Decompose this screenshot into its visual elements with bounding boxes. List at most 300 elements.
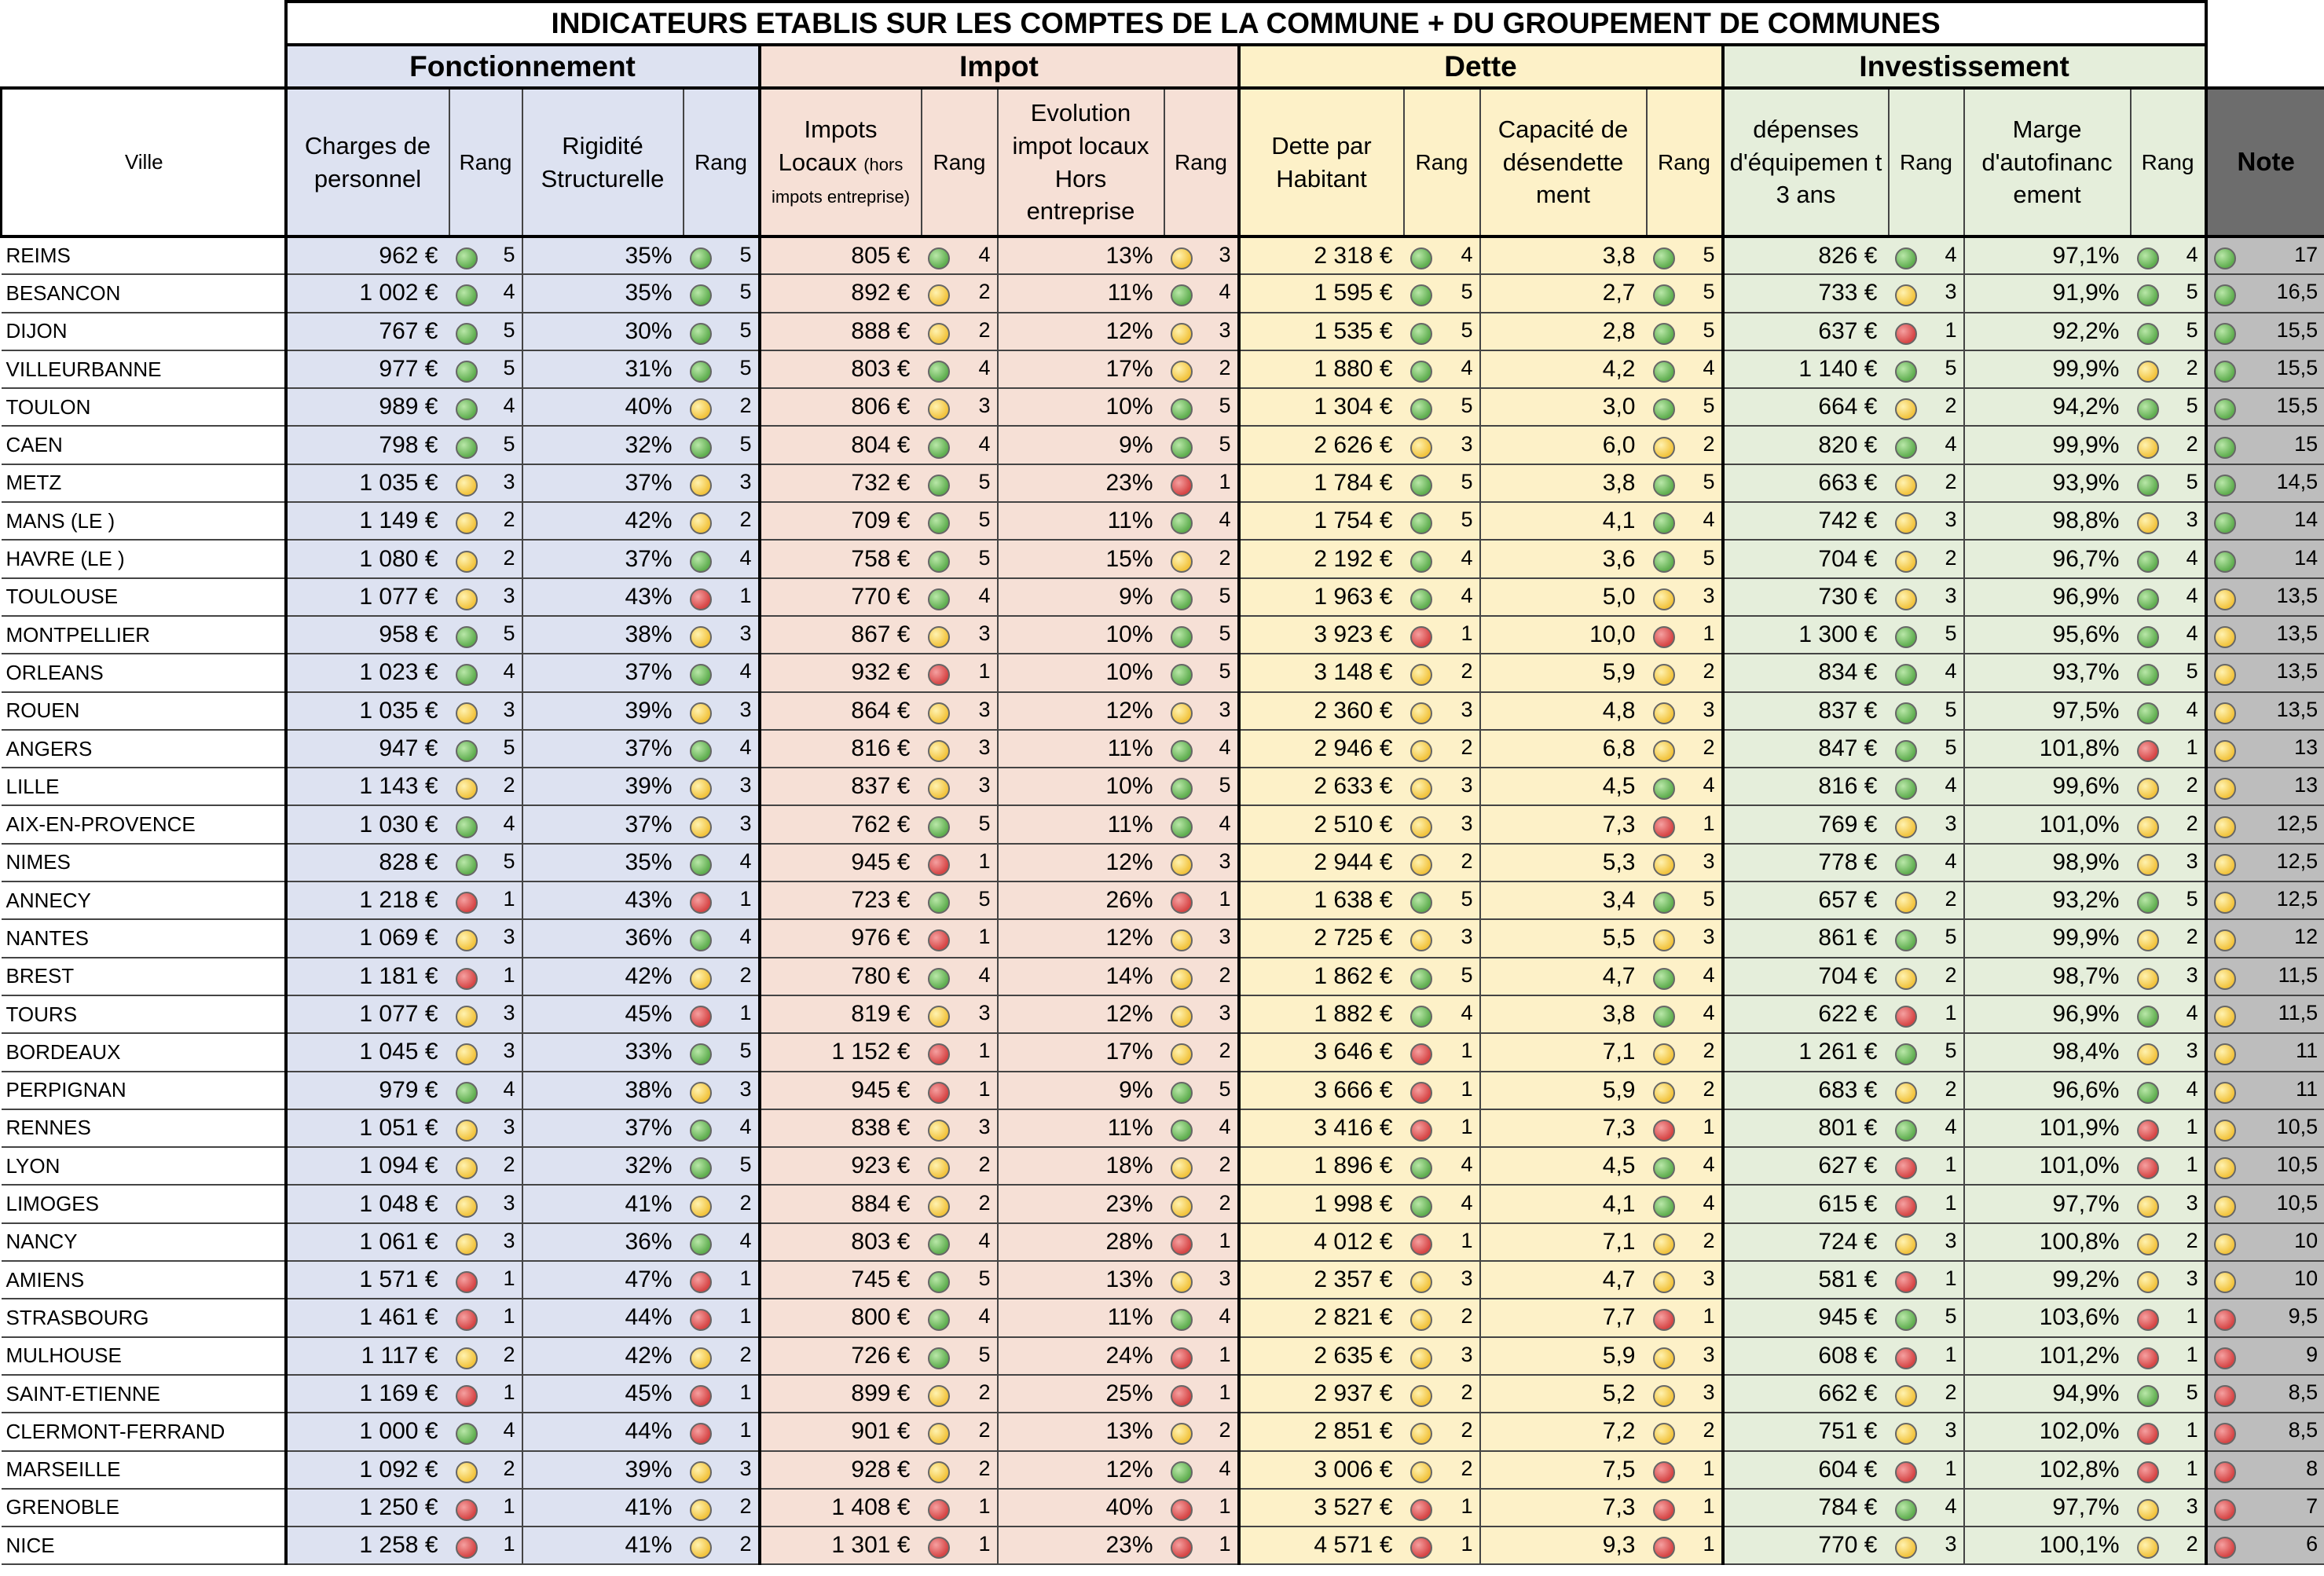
status-dot-icon — [1410, 854, 1432, 876]
rank-value: 1 — [739, 1418, 752, 1442]
cell-evolution: 11% — [998, 274, 1164, 312]
cell-charges: 977 € — [286, 350, 449, 388]
cell-dette: 2 821 € — [1239, 1299, 1404, 1336]
rank-value: 1 — [1703, 1494, 1715, 1518]
cell-ville: DIJON — [2, 313, 286, 350]
cell-rang — [2131, 1033, 2206, 1071]
rank-value: 1 — [1703, 811, 1715, 835]
cell-rang — [1164, 730, 1239, 768]
cell-charges: 1 181 € — [286, 958, 449, 995]
status-dot-icon — [456, 1423, 478, 1445]
cell-rang — [1647, 730, 1723, 768]
status-dot-icon — [456, 1157, 478, 1179]
status-dot-icon — [2137, 778, 2159, 800]
rank-value: 2 — [978, 1380, 991, 1405]
cell-rang — [2131, 654, 2206, 691]
cell-rang — [922, 730, 998, 768]
cell-depenses: 1 140 € — [1723, 350, 1889, 388]
cell-evolution: 14% — [998, 958, 1164, 995]
cell-ville: LIMOGES — [2, 1185, 286, 1222]
status-dot-icon — [1895, 1309, 1917, 1331]
cell-rang — [449, 350, 522, 388]
rank-value: 2 — [1945, 469, 1957, 493]
cell-depenses: 730 € — [1723, 578, 1889, 616]
cell-note — [2206, 881, 2324, 919]
rank-value: 5 — [503, 621, 515, 646]
rank-value: 2 — [1703, 1076, 1715, 1101]
cell-marge: 91,9% — [1964, 274, 2131, 312]
cell-rang — [1889, 1109, 1964, 1147]
cell-capacite: 7,3 — [1480, 805, 1647, 843]
status-dot-icon — [1171, 1385, 1193, 1407]
cell-rang — [1164, 1261, 1239, 1299]
status-dot-icon — [1171, 892, 1193, 914]
header-rang: Rang — [2131, 88, 2206, 236]
cell-capacite: 7,7 — [1480, 1299, 1647, 1336]
cell-note — [2206, 1299, 2324, 1336]
cell-rang — [1404, 995, 1480, 1033]
status-dot-icon — [928, 854, 950, 876]
rank-value: 3 — [1703, 697, 1715, 721]
cell-rang — [922, 1451, 998, 1489]
cell-note — [2206, 236, 2324, 274]
rank-value: 3 — [503, 925, 515, 949]
status-dot-icon — [690, 1309, 712, 1331]
cell-rang — [1404, 1299, 1480, 1336]
cell-rang — [1404, 236, 1480, 274]
rank-value: 3 — [503, 1190, 515, 1215]
rank-value: 2 — [739, 394, 752, 418]
status-dot-icon — [1410, 512, 1432, 534]
status-dot-icon — [1895, 1196, 1917, 1218]
status-dot-icon — [2137, 475, 2159, 497]
status-dot-icon — [2137, 398, 2159, 420]
cell-rang — [2131, 502, 2206, 540]
note-value: 9 — [2306, 1342, 2319, 1366]
status-dot-icon — [1653, 740, 1675, 762]
rank-value: 2 — [503, 1456, 515, 1480]
table-title: INDICATEURS ETABLIS SUR LES COMPTES DE LA COMMUNE + DU GROUPEMENT DE COMMUNES — [286, 2, 2206, 45]
cell-rigidite: 39% — [522, 768, 684, 805]
rank-value: 2 — [1461, 659, 1473, 684]
cell-rang — [684, 692, 760, 730]
status-dot-icon — [690, 323, 712, 345]
cell-depenses: 801 € — [1723, 1109, 1889, 1147]
cell-rigidite: 37% — [522, 1109, 684, 1147]
cell-evolution: 10% — [998, 768, 1164, 805]
cell-rang — [1889, 1527, 1964, 1564]
rank-value: 5 — [2186, 659, 2198, 684]
status-dot-icon — [1171, 1157, 1193, 1179]
cell-rang — [922, 350, 998, 388]
rank-value: 4 — [1703, 962, 1715, 987]
cell-ville: MULHOUSE — [2, 1337, 286, 1375]
rank-value: 3 — [1461, 773, 1473, 797]
cell-rang — [1889, 313, 1964, 350]
cell-rang — [449, 578, 522, 616]
cell-rang — [922, 426, 998, 464]
cell-rang — [449, 540, 522, 577]
cell-depenses: 770 € — [1723, 1527, 1889, 1564]
cell-rang — [684, 1072, 760, 1109]
rank-value: 1 — [2186, 1456, 2198, 1480]
cell-rang — [2131, 1375, 2206, 1413]
rank-value: 5 — [1219, 773, 1231, 797]
cell-rang — [1889, 1147, 1964, 1185]
cell-ville: STRASBOURG — [2, 1299, 286, 1336]
corner-blank — [2, 2, 286, 45]
cell-rang — [684, 1375, 760, 1413]
cell-capacite: 5,5 — [1480, 919, 1647, 957]
status-dot-icon — [2214, 475, 2236, 497]
cell-charges: 1 571 € — [286, 1261, 449, 1299]
cell-charges: 1 045 € — [286, 1033, 449, 1071]
rank-value: 4 — [503, 1418, 515, 1442]
rank-value: 2 — [978, 1190, 991, 1215]
note-value: 10,5 — [2276, 1153, 2319, 1177]
cell-dette: 1 304 € — [1239, 388, 1404, 426]
note-value: 11,5 — [2278, 962, 2319, 987]
status-dot-icon — [1895, 247, 1917, 269]
cell-capacite: 5,9 — [1480, 1072, 1647, 1109]
rank-value: 5 — [1703, 317, 1715, 342]
status-dot-icon — [2137, 1233, 2159, 1255]
cell-evolution: 12% — [998, 995, 1164, 1033]
cell-capacite: 5,9 — [1480, 1337, 1647, 1375]
cell-rang — [1889, 654, 1964, 691]
status-dot-icon — [928, 1043, 950, 1065]
status-dot-icon — [2214, 854, 2236, 876]
cell-ville: SAINT-ETIENNE — [2, 1375, 286, 1413]
cell-note — [2206, 274, 2324, 312]
cell-rang — [684, 616, 760, 654]
status-dot-icon — [2214, 284, 2236, 306]
cell-rang — [2131, 313, 2206, 350]
cell-rang — [1164, 958, 1239, 995]
cell-rang — [684, 578, 760, 616]
cell-rang — [1404, 768, 1480, 805]
cell-dette: 3 527 € — [1239, 1489, 1404, 1527]
cell-rang — [1164, 1299, 1239, 1336]
status-dot-icon — [928, 551, 950, 573]
rank-value: 5 — [1945, 925, 1957, 949]
status-dot-icon — [2137, 816, 2159, 838]
status-dot-icon — [2214, 968, 2236, 990]
status-dot-icon — [1653, 892, 1675, 914]
status-dot-icon — [928, 1423, 950, 1445]
cell-charges: 1 258 € — [286, 1527, 449, 1564]
note-value: 10 — [2294, 1266, 2319, 1291]
table-row — [2, 236, 2324, 274]
cell-rang — [1647, 616, 1723, 654]
rank-value: 4 — [2186, 697, 2198, 721]
rank-value: 1 — [2186, 1304, 2198, 1329]
cell-rang — [1889, 919, 1964, 957]
cell-rang — [1647, 540, 1723, 577]
cell-marge: 101,9% — [1964, 1109, 2131, 1147]
rank-value: 2 — [2186, 811, 2198, 835]
rank-value: 3 — [978, 773, 991, 797]
cell-rang — [2131, 1489, 2206, 1527]
cell-capacite: 4,2 — [1480, 350, 1647, 388]
cell-depenses: 663 € — [1723, 464, 1889, 502]
cell-rang — [1647, 388, 1723, 426]
rank-value: 5 — [1461, 887, 1473, 911]
status-dot-icon — [1895, 968, 1917, 990]
cell-rigidite: 35% — [522, 844, 684, 881]
cell-rang — [449, 1033, 522, 1071]
cell-evolution: 25% — [998, 1375, 1164, 1413]
status-dot-icon — [928, 1006, 950, 1028]
cell-rang — [2131, 350, 2206, 388]
cell-ville: RENNES — [2, 1109, 286, 1147]
status-dot-icon — [1895, 1347, 1917, 1369]
cell-rang — [2131, 1147, 2206, 1185]
cell-rang — [1164, 844, 1239, 881]
cell-dette: 1 882 € — [1239, 995, 1404, 1033]
cell-marge: 99,9% — [1964, 426, 2131, 464]
status-dot-icon — [2214, 816, 2236, 838]
cell-rang — [1889, 1185, 1964, 1222]
status-dot-icon — [1171, 1309, 1193, 1331]
status-dot-icon — [456, 284, 478, 306]
cell-ville: MANS (LE ) — [2, 502, 286, 540]
note-value: 13 — [2294, 735, 2319, 759]
cell-capacite: 10,0 — [1480, 616, 1647, 654]
rank-value: 3 — [978, 1001, 991, 1025]
cell-capacite: 7,2 — [1480, 1413, 1647, 1450]
status-dot-icon — [1171, 778, 1193, 800]
rank-value: 3 — [739, 773, 752, 797]
cell-dette: 3 923 € — [1239, 616, 1404, 654]
cell-rang — [1404, 1527, 1480, 1564]
status-dot-icon — [1171, 1499, 1193, 1521]
status-dot-icon — [1410, 1082, 1432, 1104]
cell-evolution: 13% — [998, 236, 1164, 274]
rank-value: 5 — [1703, 887, 1715, 911]
note-value: 10,5 — [2276, 1114, 2319, 1138]
header-rang: Rang — [1404, 88, 1480, 236]
status-dot-icon — [690, 1120, 712, 1142]
rank-value: 5 — [978, 1342, 991, 1366]
status-dot-icon — [1410, 929, 1432, 951]
cell-ville: BORDEAUX — [2, 1033, 286, 1071]
cell-rang — [2131, 919, 2206, 957]
note-value: 10,5 — [2276, 1190, 2319, 1215]
status-dot-icon — [1410, 1043, 1432, 1065]
note-value: 16,5 — [2276, 280, 2319, 304]
rank-value: 1 — [503, 1532, 515, 1556]
status-dot-icon — [1410, 437, 1432, 459]
cell-rigidite: 42% — [522, 1337, 684, 1375]
status-dot-icon — [1653, 284, 1675, 306]
cell-charges: 1 051 € — [286, 1109, 449, 1147]
rank-value: 1 — [1461, 1076, 1473, 1101]
cell-rang — [1647, 1375, 1723, 1413]
cell-rang — [684, 768, 760, 805]
cell-rang — [684, 540, 760, 577]
cell-impots: 816 € — [760, 730, 922, 768]
status-dot-icon — [690, 475, 712, 497]
cell-rang — [1647, 995, 1723, 1033]
cell-rigidite: 33% — [522, 1033, 684, 1071]
status-dot-icon — [1171, 1120, 1193, 1142]
table-row — [2, 578, 2324, 616]
cell-dette: 3 666 € — [1239, 1072, 1404, 1109]
rank-value: 4 — [1219, 735, 1231, 759]
status-dot-icon — [2214, 1271, 2236, 1293]
rank-value: 4 — [1703, 508, 1715, 532]
cell-impots: 1 408 € — [760, 1489, 922, 1527]
rank-value: 1 — [1461, 1039, 1473, 1063]
rank-value: 4 — [2186, 1001, 2198, 1025]
rank-value: 1 — [1945, 1001, 1957, 1025]
table-row — [2, 1072, 2324, 1109]
cell-rang — [1647, 1299, 1723, 1336]
status-dot-icon — [1895, 1423, 1917, 1445]
table-row — [2, 1375, 2324, 1413]
cell-rigidite: 41% — [522, 1489, 684, 1527]
cell-rang — [684, 805, 760, 843]
status-dot-icon — [2137, 626, 2159, 648]
status-dot-icon — [1653, 588, 1675, 610]
status-dot-icon — [1895, 1120, 1917, 1142]
cell-rigidite: 39% — [522, 692, 684, 730]
table-row — [2, 1223, 2324, 1261]
header-dette: Dette par Habitant — [1239, 88, 1404, 236]
rank-value: 5 — [503, 431, 515, 456]
cell-evolution: 12% — [998, 1451, 1164, 1489]
note-value: 15,5 — [2276, 317, 2319, 342]
rank-value: 2 — [739, 1532, 752, 1556]
status-dot-icon — [2137, 437, 2159, 459]
status-dot-icon — [1171, 626, 1193, 648]
status-dot-icon — [2137, 1499, 2159, 1521]
cell-marge: 100,8% — [1964, 1223, 2131, 1261]
cell-depenses: 945 € — [1723, 1299, 1889, 1336]
rank-value: 3 — [2186, 508, 2198, 532]
cell-note — [2206, 1489, 2324, 1527]
cell-depenses: 778 € — [1723, 844, 1889, 881]
table-row — [2, 388, 2324, 426]
cell-rang — [1889, 1489, 1964, 1527]
cell-depenses: 834 € — [1723, 654, 1889, 691]
cell-note — [2206, 768, 2324, 805]
rank-value: 2 — [739, 1190, 752, 1215]
cell-charges: 1 023 € — [286, 654, 449, 691]
status-dot-icon — [2214, 1309, 2236, 1331]
rank-value: 2 — [1219, 1153, 1231, 1177]
status-dot-icon — [2214, 740, 2236, 762]
cell-note — [2206, 1147, 2324, 1185]
cell-rigidite: 38% — [522, 616, 684, 654]
status-dot-icon — [2214, 1347, 2236, 1369]
cell-capacite: 4,1 — [1480, 1185, 1647, 1222]
rank-value: 5 — [1461, 280, 1473, 304]
cell-impots: 932 € — [760, 654, 922, 691]
cell-rang — [1164, 805, 1239, 843]
status-dot-icon — [456, 1043, 478, 1065]
rank-value: 4 — [1219, 508, 1231, 532]
cell-rang — [922, 540, 998, 577]
cell-evolution: 23% — [998, 464, 1164, 502]
status-dot-icon — [2137, 892, 2159, 914]
rank-value: 1 — [1703, 1304, 1715, 1329]
status-dot-icon — [456, 1537, 478, 1559]
status-dot-icon — [928, 323, 950, 345]
rank-value: 2 — [1219, 545, 1231, 570]
cell-capacite: 5,2 — [1480, 1375, 1647, 1413]
cell-rang — [684, 1299, 760, 1336]
cell-rang — [1889, 350, 1964, 388]
status-dot-icon — [928, 1537, 950, 1559]
status-dot-icon — [2214, 247, 2236, 269]
rank-value: 5 — [978, 887, 991, 911]
cell-evolution: 26% — [998, 881, 1164, 919]
cell-rang — [1404, 919, 1480, 957]
cell-rang — [1404, 616, 1480, 654]
status-dot-icon — [1895, 1006, 1917, 1028]
status-dot-icon — [456, 778, 478, 800]
rank-value: 4 — [978, 962, 991, 987]
status-dot-icon — [690, 968, 712, 990]
status-dot-icon — [456, 1082, 478, 1104]
status-dot-icon — [1410, 1537, 1432, 1559]
rank-value: 1 — [503, 1304, 515, 1329]
cell-rang — [449, 881, 522, 919]
rank-value: 2 — [739, 962, 752, 987]
cell-impots: 745 € — [760, 1261, 922, 1299]
cell-impots: 806 € — [760, 388, 922, 426]
rank-value: 1 — [978, 1532, 991, 1556]
cell-rang — [1647, 881, 1723, 919]
cell-ville: ANGERS — [2, 730, 286, 768]
cell-evolution: 40% — [998, 1489, 1164, 1527]
cell-charges: 979 € — [286, 1072, 449, 1109]
cell-rang — [1164, 1527, 1239, 1564]
cell-capacite: 6,0 — [1480, 426, 1647, 464]
cell-rigidite: 32% — [522, 426, 684, 464]
rank-value: 3 — [2186, 962, 2198, 987]
status-dot-icon — [456, 664, 478, 686]
cell-rang — [449, 1223, 522, 1261]
cell-rang — [1889, 540, 1964, 577]
table-row — [2, 692, 2324, 730]
table-row — [2, 958, 2324, 995]
status-dot-icon — [1410, 475, 1432, 497]
rank-value: 5 — [978, 508, 991, 532]
rank-value: 4 — [739, 848, 752, 873]
cell-depenses: 657 € — [1723, 881, 1889, 919]
cell-rang — [922, 1223, 998, 1261]
rank-value: 4 — [978, 242, 991, 266]
rank-value: 4 — [739, 545, 752, 570]
table-row — [2, 768, 2324, 805]
cell-rigidite: 43% — [522, 881, 684, 919]
cell-rang — [1889, 692, 1964, 730]
cell-rang — [1164, 1185, 1239, 1222]
cell-impots: 838 € — [760, 1109, 922, 1147]
status-dot-icon — [1171, 361, 1193, 383]
cell-rang — [922, 919, 998, 957]
status-dot-icon — [1410, 1499, 1432, 1521]
status-dot-icon — [1171, 437, 1193, 459]
status-dot-icon — [690, 1006, 712, 1028]
cell-rang — [2131, 274, 2206, 312]
cell-ville: TOULOUSE — [2, 578, 286, 616]
cell-capacite: 5,3 — [1480, 844, 1647, 881]
status-dot-icon — [2214, 1423, 2236, 1445]
